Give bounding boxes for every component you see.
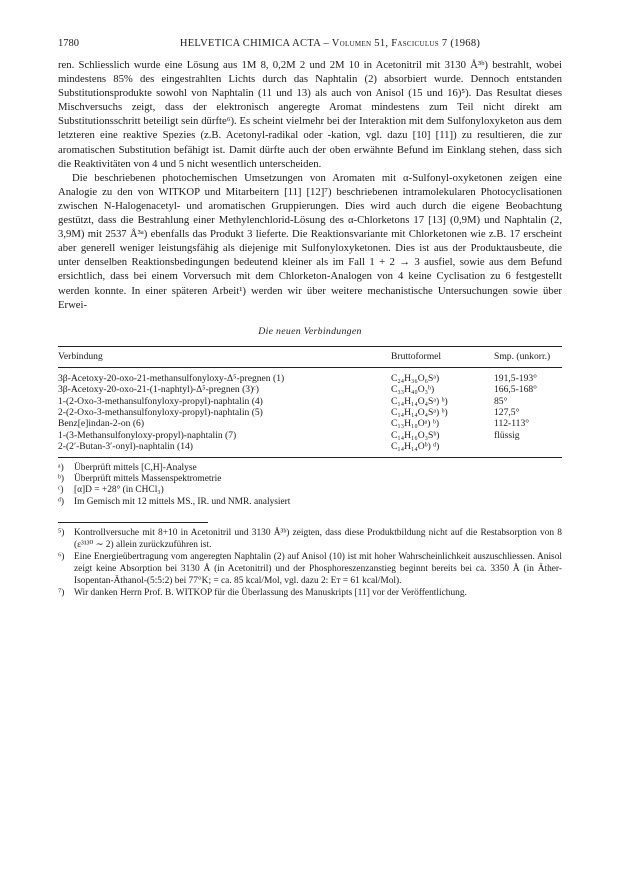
- compounds-table: [58, 346, 562, 458]
- formula: C₂₄H₃₆O₆Sᵃ): [391, 372, 440, 384]
- footnote: [58, 552, 562, 587]
- compound-name: 1-(2-Oxo-3-methansulfonyloxy-propyl)-naphtalin (4): [58, 395, 263, 407]
- compound-name: 3β-Acetoxy-20-oxo-21-(1-naphtyl)-Δ⁵-pregnen (3)ᶜ): [58, 384, 259, 396]
- note-marker: ᵇ): [58, 473, 65, 484]
- compound-name: 3β-Acetoxy-20-oxo-21-methansulfonyloxy-Δ⁵-pregnen (1): [58, 372, 285, 384]
- formula: C₁₄H₁₄Oᵇ) ᵈ): [391, 441, 440, 453]
- body-text: [58, 58, 562, 312]
- melting-point: 112-113°: [494, 418, 530, 430]
- formula: C₁₃H₁₀Oᵃ) ᵇ): [391, 418, 440, 430]
- melting-point: 191,5-193°: [494, 372, 538, 384]
- table-note: [58, 463, 562, 474]
- journal-title: HELVETICA CHIMICA ACTA – Volumen 51, Fasciculus 7 (1968): [179, 38, 481, 49]
- table-note: [58, 485, 562, 496]
- melting-point: 127,5°: [494, 406, 520, 418]
- table-note: [58, 474, 562, 485]
- formula: C₃₃H₄₀O₃ᵇ): [391, 384, 435, 396]
- footnote-text: Wir danken Herrn Prof. B. WITKOP für die Überlassung des Manuskripts [11] vor der Veröffentlichung.: [74, 588, 467, 599]
- formula: C₁₄H₁₄O₄Sᵃ) ᵇ): [391, 406, 448, 418]
- note-marker: ᵃ): [58, 462, 64, 473]
- page-number: 1780: [58, 38, 79, 49]
- footnote-marker: ⁵): [58, 528, 65, 539]
- table-row: [58, 441, 562, 457]
- formula: C₁₄H₁₆O₃Sᵇ): [391, 429, 440, 441]
- footnote: [58, 588, 562, 600]
- melting-point: [494, 441, 562, 457]
- table-caption: Die neuen Verbindungen: [258, 325, 362, 337]
- table-body: [58, 367, 562, 457]
- table-row: [58, 367, 562, 384]
- note-marker: ᶜ): [58, 485, 64, 496]
- note-text: [α]D = +28° (in CHCl₃): [74, 485, 164, 496]
- running-header: [58, 38, 562, 54]
- table-header-row: [58, 346, 562, 367]
- footnote-marker: ⁷): [58, 588, 65, 599]
- header-compound: Verbindung: [58, 350, 103, 362]
- footnote: [58, 528, 562, 551]
- footnotes: [58, 528, 562, 600]
- page: [58, 38, 562, 601]
- note-marker: ᵈ): [58, 496, 65, 507]
- melting-point: 166,5-168°: [494, 384, 538, 396]
- table-row: [58, 430, 562, 441]
- header-melting-point: Smp. (unkorr.): [494, 350, 551, 362]
- footnote-text: Kontrollversuche mit 8+10 in Acetonitril und 3130 Å³ᵇ) zeigten, dass diese Produktbildung nicht auf die Restabsorption von 8 (ε³¹³⁰ ∼ 2) allein zurückzuführen ist.: [74, 528, 562, 550]
- footnote-marker: ⁶): [58, 552, 65, 563]
- compound-name: 2-(2′-Butan-3′-onyl)-naphtalin (14): [58, 441, 194, 453]
- note-text: Im Gemisch mit 12 mittels MS., IR. und NMR. analysiert: [74, 496, 291, 507]
- melting-point: 85°: [494, 395, 508, 407]
- footnote-rule: [58, 522, 208, 523]
- paragraph-2: Die beschriebenen photochemischen Umsetzungen von Aromaten mit α-Sulfonyl-oxyketonen zeigen eine Analogie zu den von WITKOP und Mitarbeitern [11] [12]⁷) beschriebenen intramolekularen Photocyclisationen zwischen N-Halogenacetyl- und aromatischen Gruppierungen. Dies wird auch durch die eigene Beobachtung gestützt, dass die Bestrahlung einer Methylenchlorid-Lösung des α-Chlorketons 17 [13] (0,9M) und Naphtalin (2, 3,9M) mit 2537 Å³ᵃ) ebenfalls das Produkt 3 lieferte. Die Reaktionsvariante mit Chlorketonen wie z.B. 17 erscheint aber generell weniger leistungsfähig als diejenige mit Sulfonyloxyketonen. Dies ist aus der Produktausbeute, die unter denselben Reaktionsbedingungen bedeutend kleiner als im Fall 1 + 2 → 3 ausfiel, sowie aus dem Befund ersichtlich, dass bei einem Vorversuch mit dem Chlorketon-Analogen von 4 keine Cyclisation zu 6 festgestellt werden konnte. In einer späteren Arbeit¹) werden wir über weitere mechanistische Untersuchungen sowie über Erwei-: [58, 171, 562, 311]
- table-row: [58, 396, 562, 407]
- formula: C₁₄H₁₄O₄Sᵃ) ᵇ): [391, 395, 448, 407]
- melting-point: flüssig: [494, 429, 520, 441]
- note-text: Überprüft mittels [C,H]-Analyse: [74, 462, 197, 473]
- table-row: [58, 418, 562, 429]
- table-notes: [58, 463, 562, 509]
- table-note: [58, 497, 562, 508]
- header-formula: Bruttoformel: [391, 350, 442, 362]
- note-text: Überprüft mittels Massenspektrometrie: [74, 473, 222, 484]
- table-row: [58, 384, 562, 395]
- footnote-text: Eine Energieübertragung vom angeregten Naphtalin (2) auf Anisol (10) ist mit hoher Wahrscheinlichkeit auszuschliessen. Anisol zeigt keine Absorption bei 3130 Å (in Acetonitril) und der Phosphoreszenzanstieg beginnt bereits bei ca. 3350 Å (in Äther-Isopentan-Äthanol-(5:5:2) bei 77°K; = ca. 85 kcal/Mol, vgl. dazu 2: Eᴛ = 61 kcal/Mol).: [74, 552, 562, 586]
- compound-name: 2-(2-Oxo-3-methansulfonyloxy-propyl)-naphtalin (5): [58, 406, 263, 418]
- paragraph-1: ren. Schliesslich wurde eine Lösung aus 1M 8, 0,2M 2 und 2M 10 in Acetonitril mit 3130 Å³ᵇ) bestrahlt, wobei mindestens 85% des eingestrahlten Lichts durch das Naphtalin (2) absorbiert wurde. Dennoch entstanden Substitutionsprodukte sowohl von Naphtalin (11 und 13) als auch von Anisol (15 und 16)⁵). Das Resultat dieses Mischversuchs zeigt, dass der elektronisch angeregte Aromat mindestens zum Teil nicht direkt am Substitutionsschritt beteiligt sein dürfte⁶). Es scheint vielmehr bei der Interaktion mit dem Sulfonyloxyketon aus dem letzteren eine reaktive Spezies (z.B. Acetonyl-radikal oder -kation, vgl. dazu [10] [11]) zu resultieren, die zur aromatischen Substitution befähigt ist. Damit dürfte auch der oben erwähnte Befund im Einklang stehen, dass sich die Reaktivitäten von 4 und 5 nicht wesentlich unterscheiden.: [58, 59, 562, 170]
- table-row: [58, 407, 562, 418]
- compound-name: 1-(3-Methansulfonyloxy-propyl)-naphtalin (7): [58, 429, 237, 441]
- compound-name: Benz[e]indan-2-on (6): [58, 418, 145, 430]
